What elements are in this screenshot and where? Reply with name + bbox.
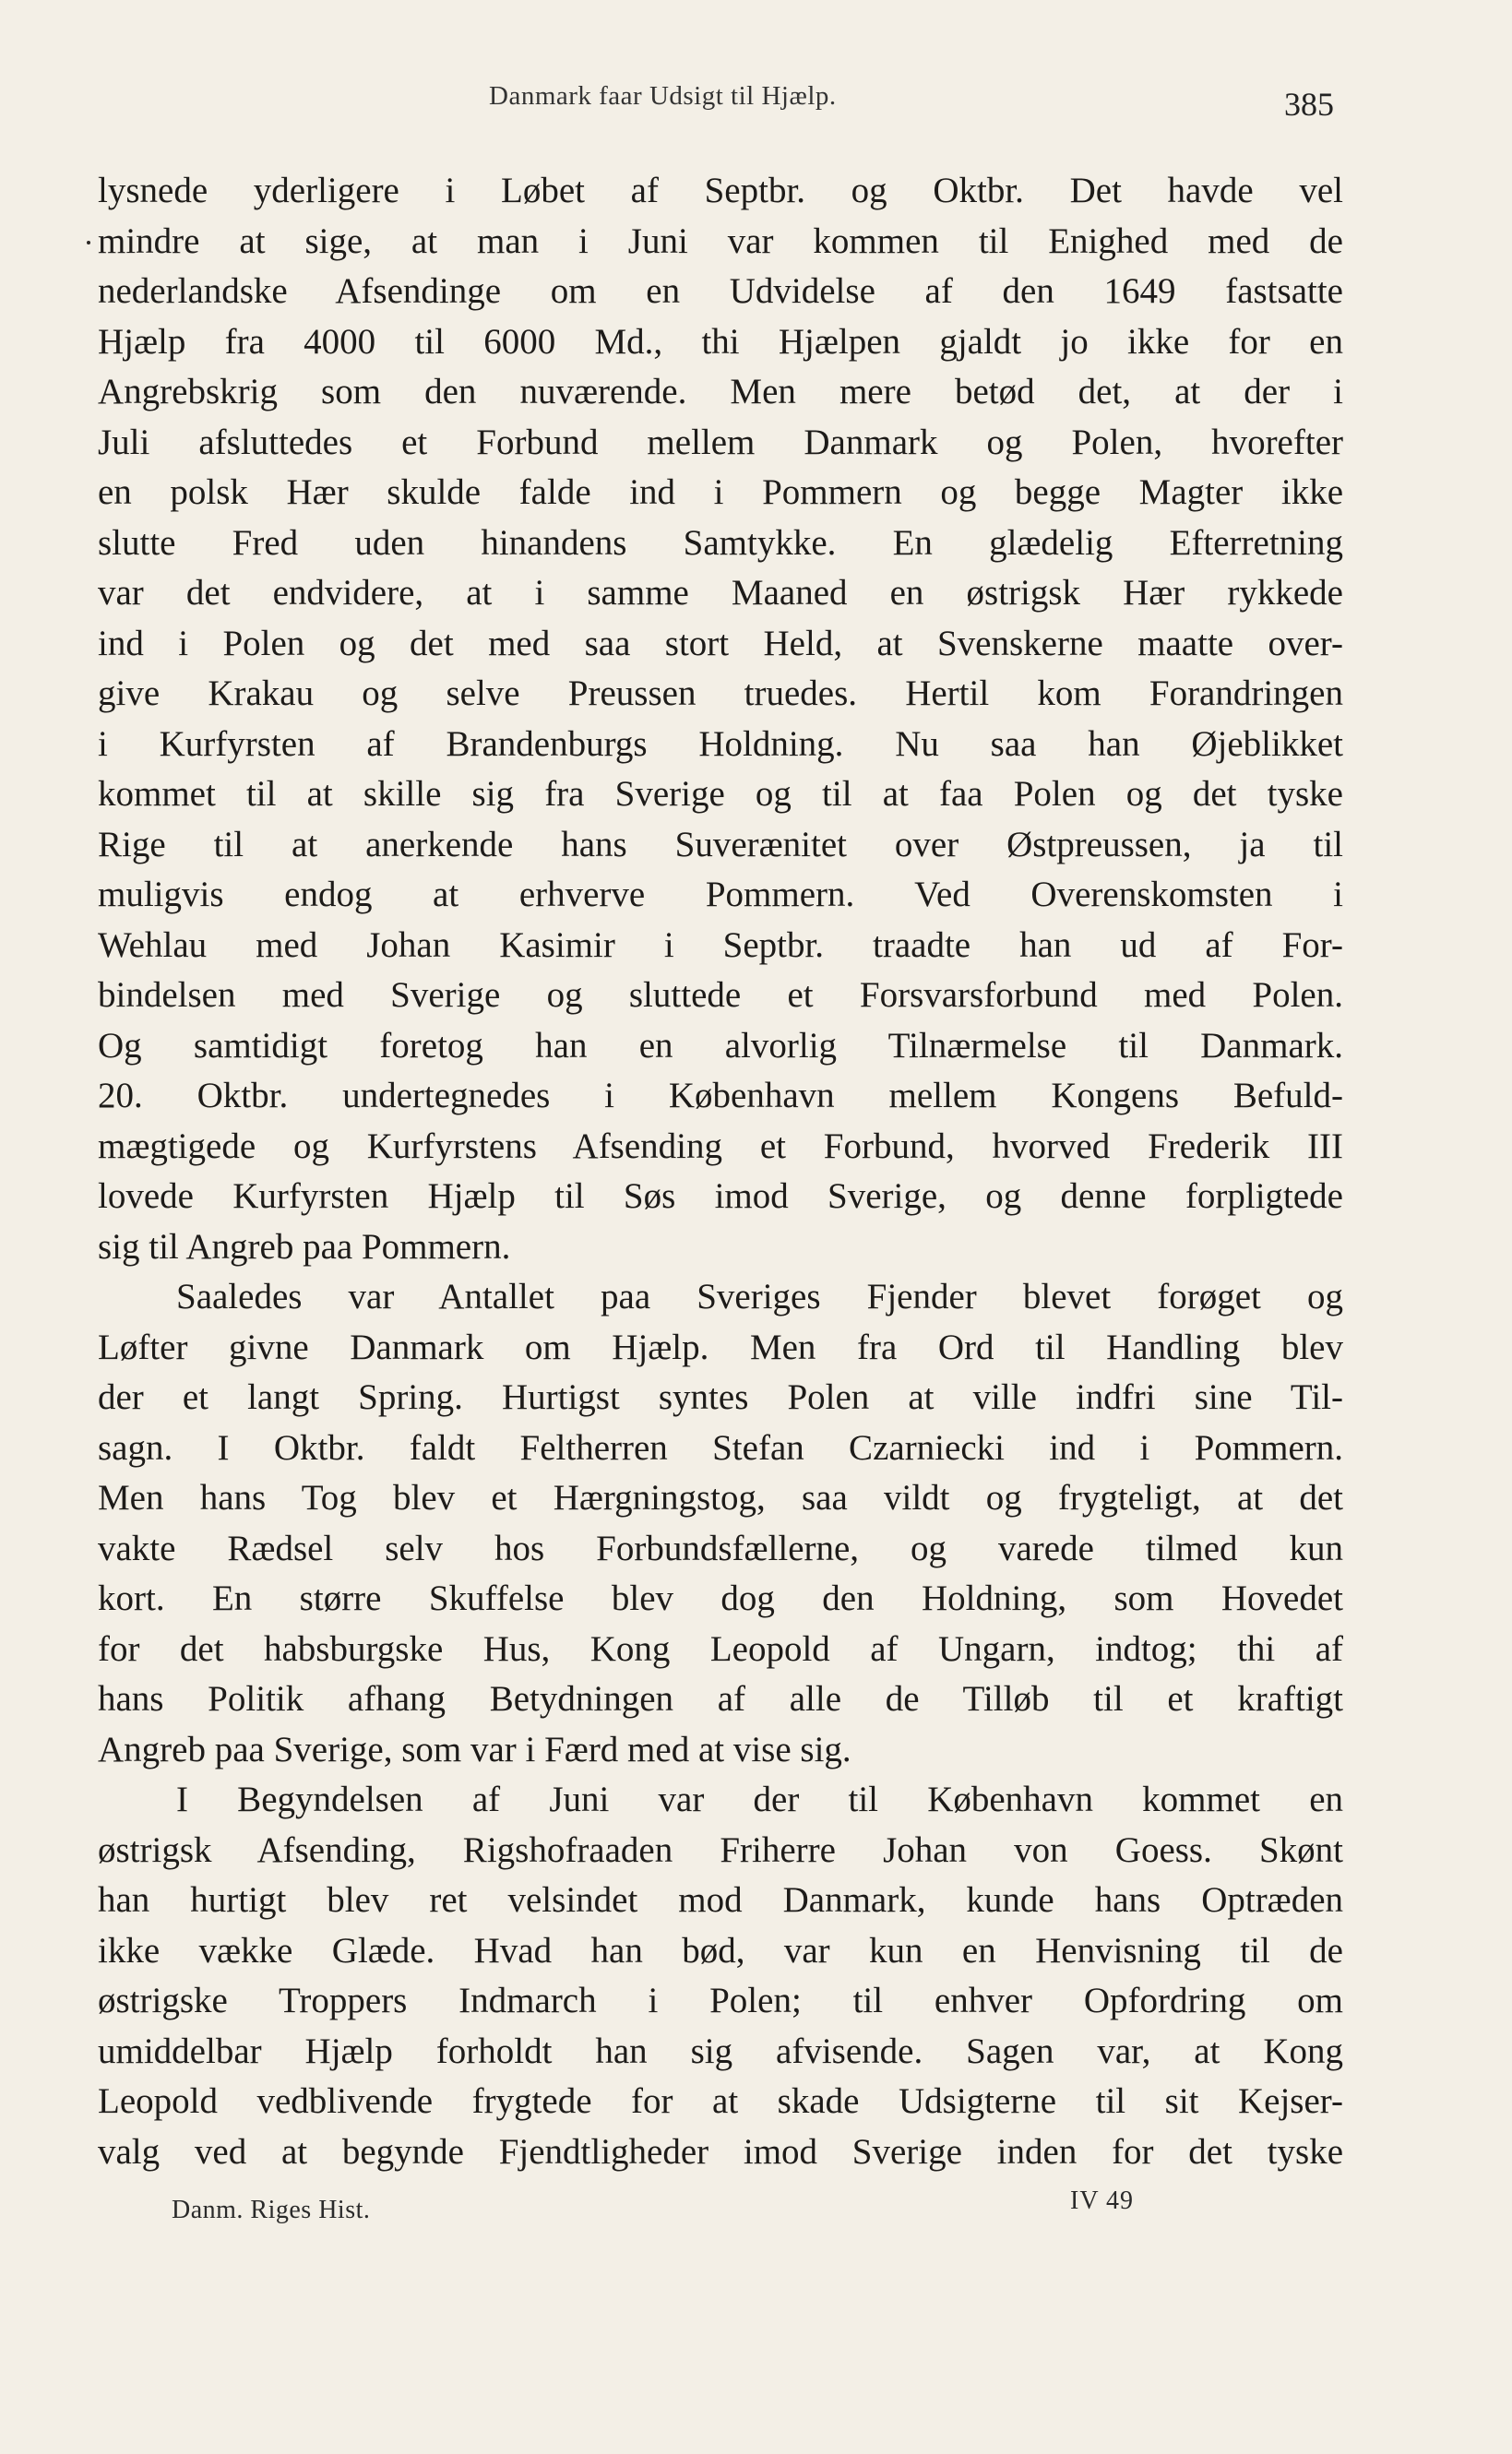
text-line: Hjælp fra 4000 til 6000 Md., thi Hjælpen gjaldt jo ikke for en: [98, 321, 1343, 362]
text-line: østrigsk Afsending, Rigshofraaden Friherre Johan von Goess. Skønt: [98, 1829, 1343, 1870]
text-line: kort. En større Skuffelse blev dog den Holdning, som Hovedet: [98, 1578, 1343, 1618]
text-line: Angrebskrig som den nuværende. Men mere betød det, at der i: [98, 372, 1343, 411]
text-line: Wehlau med Johan Kasimir i Septbr. traadte han ud af For-: [98, 924, 1343, 965]
text-line: østrigske Troppers Indmarch i Polen; til enhver Opfordring om: [98, 1981, 1343, 2020]
text-line: i Kurfyrsten af Brandenburgs Holdning. Nu saa han Øjeblikket: [98, 723, 1343, 764]
body-text: [98, 166, 1343, 2177]
footer-signature: Danm. Riges Hist.: [172, 2196, 371, 2224]
text-line: Juli afsluttedes et Forbund mellem Danmark og Polen, hvorefter: [98, 422, 1343, 462]
text-line: for det habsburgske Hus, Kong Leopold af Ungarn, indtog; thi af: [98, 1628, 1343, 1669]
paragraph-start-line: Saaledes var Antallet paa Sveriges Fjender blevet forøget og: [176, 1277, 1343, 1316]
text-line: lovede Kurfyrsten Hjælp til Søs imod Sverige, og denne forpligtede: [98, 1176, 1343, 1216]
text-line: give Krakau og selve Preussen truedes. Hertil kom Forandringen: [98, 673, 1343, 713]
text-line: der et langt Spring. Hurtigst syntes Polen at ville indfri sine Til-: [98, 1377, 1343, 1417]
text-line: bindelsen med Sverige og sluttede et Forsvarsforbund med Polen.: [98, 975, 1343, 1015]
text-line: Og samtidigt foretog han en alvorlig Tilnærmelse til Danmark.: [98, 1025, 1343, 1066]
text-line: vakte Rædsel selv hos Forbundsfællerne, og varede tilmed kun: [98, 1528, 1343, 1568]
running-title: Danmark faar Udsigt til Hjælp.: [489, 81, 837, 111]
footer-sheet-mark: IV 49: [1070, 2186, 1135, 2215]
text-line: ind i Polen og det med saa stort Held, at Svenskerne maatte over-: [98, 623, 1343, 663]
text-line: umiddelbar Hjælp forholdt han sig afvisende. Sagen var, at Kong: [98, 2031, 1343, 2071]
text-line: lysnede yderligere i Løbet af Septbr. og Oktbr. Det havde vel: [98, 171, 1343, 210]
text-line: hans Politik afhang Betydningen af alle de Tilløb til et kraftigt: [98, 1679, 1343, 1719]
text-line: han hurtigt blev ret velsindet mod Danmark, kunde hans Optræden: [98, 1880, 1343, 1920]
text-line: Løfter givne Danmark om Hjælp. Men fra Ord til Handling blev: [98, 1327, 1343, 1367]
paragraph-start-line: I Begyndelsen af Juni var der til København kommet en: [176, 1780, 1343, 1819]
page-number: 385: [1284, 86, 1334, 123]
text-line: Rige til at anerkende hans Suverænitet over Østpreussen, ja til: [98, 824, 1343, 864]
text-line: 20. Oktbr. undertegnedes i København mellem Kongens Befuld-: [98, 1076, 1343, 1115]
text-line: var det endvidere, at i samme Maaned en østrigsk Hær rykkede: [98, 573, 1343, 613]
text-line: valg ved at begynde Fjendtligheder imod Sverige inden for det tyske: [98, 2131, 1343, 2172]
text-line: Leopold vedblivende frygtede for at skade Udsigterne til sit Kejser-: [98, 2081, 1343, 2121]
text-line: sagn. I Oktbr. faldt Feltherren Stefan Czarniecki ind i Pommern.: [98, 1427, 1343, 1468]
paragraph-end-line: Angreb paa Sverige, som var i Færd med at vise sig.: [98, 1729, 851, 1769]
text-line: mindre at sige, at man i Juni var kommen til Enighed med de: [98, 220, 1343, 261]
text-line: mægtigede og Kurfyrstens Afsending et Forbund, hvorved Frederik III: [98, 1126, 1343, 1166]
text-line: Men hans Tog blev et Hærgningstog, saa vildt og frygteligt, at det: [98, 1478, 1343, 1518]
text-line: nederlandske Afsendinge om en Udvidelse af den 1649 fastsatte: [98, 271, 1343, 311]
text-line: en polsk Hær skulde falde ind i Pommern og begge Magter ikke: [98, 472, 1343, 512]
paragraph-end-line: sig til Angreb paa Pommern.: [98, 1226, 511, 1267]
text-line: slutte Fred uden hinandens Samtykke. En glædelig Efterretning: [98, 522, 1343, 563]
text-line: kommet til at skille sig fra Sverige og til at faa Polen og det tyske: [98, 774, 1343, 814]
text-line: muligvis endog at erhverve Pommern. Ved Overenskomsten i: [98, 875, 1343, 914]
text-line: ikke vække Glæde. Hvad han bød, var kun en Henvisning til de: [98, 1930, 1343, 1971]
margin-dot-mark: [87, 241, 90, 244]
